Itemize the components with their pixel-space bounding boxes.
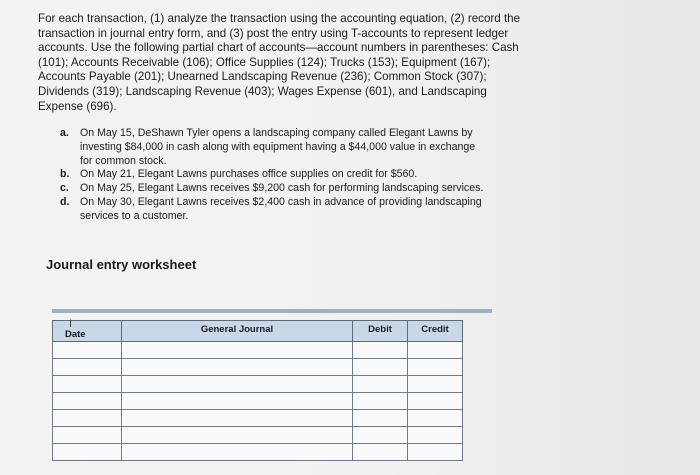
journal-row: [53, 359, 463, 376]
date-cell[interactable]: [53, 359, 122, 376]
general-journal-cell[interactable]: [122, 427, 353, 444]
date-cell[interactable]: [53, 342, 122, 359]
column-header-credit: Credit: [408, 321, 463, 342]
credit-cell[interactable]: [408, 393, 463, 410]
debit-cell[interactable]: [353, 410, 408, 427]
text-cursor-icon: I: [69, 318, 73, 330]
journal-row: [53, 376, 463, 393]
general-journal-cell[interactable]: [122, 410, 353, 427]
date-cell[interactable]: [53, 393, 122, 410]
debit-cell[interactable]: [353, 376, 408, 393]
worksheet-title: Journal entry worksheet: [46, 257, 197, 272]
instructions-line: transaction in journal entry form, and (3) post the entry using T-accounts to represent ledger: [38, 26, 509, 40]
transaction-letter: c.: [60, 182, 69, 195]
transaction-text: On May 25, Elegant Lawns receives $9,200 cash for performing landscaping services.: [80, 182, 484, 195]
transaction-c: [60, 182, 530, 196]
column-header-general-journal: General Journal: [122, 321, 353, 342]
date-cell[interactable]: [53, 427, 122, 444]
credit-cell[interactable]: [408, 376, 463, 393]
instructions-line: For each transaction, (1) analyze the transaction using the accounting equation, (2) record the: [38, 12, 521, 25]
general-journal-cell[interactable]: [122, 444, 353, 461]
debit-cell[interactable]: [353, 444, 408, 461]
general-journal-cell[interactable]: [122, 393, 353, 410]
transaction-list: [60, 127, 530, 224]
date-cell[interactable]: [53, 410, 122, 427]
date-cell[interactable]: [53, 444, 122, 461]
worksheet-divider: [52, 309, 492, 313]
debit-cell[interactable]: [353, 359, 408, 376]
transaction-letter: b.: [60, 168, 70, 181]
transaction-d: [60, 196, 530, 224]
general-journal-cell[interactable]: [122, 359, 353, 376]
transaction-a: [60, 127, 530, 168]
transaction-letter: d.: [60, 195, 70, 208]
instructions-line: Dividends (319); Landscaping Revenue (403); Wages Expense (601), and Landscaping: [38, 84, 487, 98]
instructions-line: Expense (696).: [38, 99, 117, 113]
transaction-text: investing $84,000 in cash along with equipment having a $44,000 value in exchange: [80, 140, 476, 153]
journal-row: [53, 427, 463, 444]
credit-cell[interactable]: [408, 359, 463, 376]
transaction-text: for common stock.: [80, 154, 167, 167]
debit-cell[interactable]: [353, 393, 408, 410]
instructions-paragraph: [38, 12, 538, 114]
date-cell[interactable]: [53, 376, 122, 393]
general-journal-cell[interactable]: [122, 376, 353, 393]
instructions-line: (101); Accounts Receivable (106); Office Supplies (124); Trucks (153); Equipment (167);: [38, 55, 491, 69]
instructions-line: Accounts Payable (201); Unearned Landscaping Revenue (236); Common Stock (307);: [38, 70, 487, 84]
transaction-letter: a.: [60, 127, 69, 139]
column-header-date: I Date: [53, 321, 122, 342]
transaction-text: On May 21, Elegant Lawns purchases office supplies on credit for $560.: [80, 168, 418, 181]
credit-cell[interactable]: [408, 444, 463, 461]
journal-row: [53, 410, 463, 427]
credit-cell[interactable]: [408, 427, 463, 444]
column-header-debit: Debit: [353, 321, 408, 342]
journal-row: [53, 393, 463, 410]
transaction-b: [60, 168, 530, 182]
journal-header-row: [53, 321, 463, 342]
journal-row: [53, 444, 463, 461]
general-journal-cell[interactable]: [122, 342, 353, 359]
credit-cell[interactable]: [408, 342, 463, 359]
debit-cell[interactable]: [353, 342, 408, 359]
debit-cell[interactable]: [353, 427, 408, 444]
transaction-text: services to a customer.: [80, 209, 189, 222]
journal-row: [53, 342, 463, 359]
transaction-text: On May 15, DeShawn Tyler opens a landscaping company called Elegant Lawns by: [80, 127, 473, 139]
transaction-text: On May 30, Elegant Lawns receives $2,400 cash in advance of providing landscaping: [80, 195, 482, 208]
journal-entry-table: [52, 320, 463, 461]
instructions-line: accounts. Use the following partial chart of accounts—account numbers in parentheses: Cash: [38, 41, 519, 55]
credit-cell[interactable]: [408, 410, 463, 427]
